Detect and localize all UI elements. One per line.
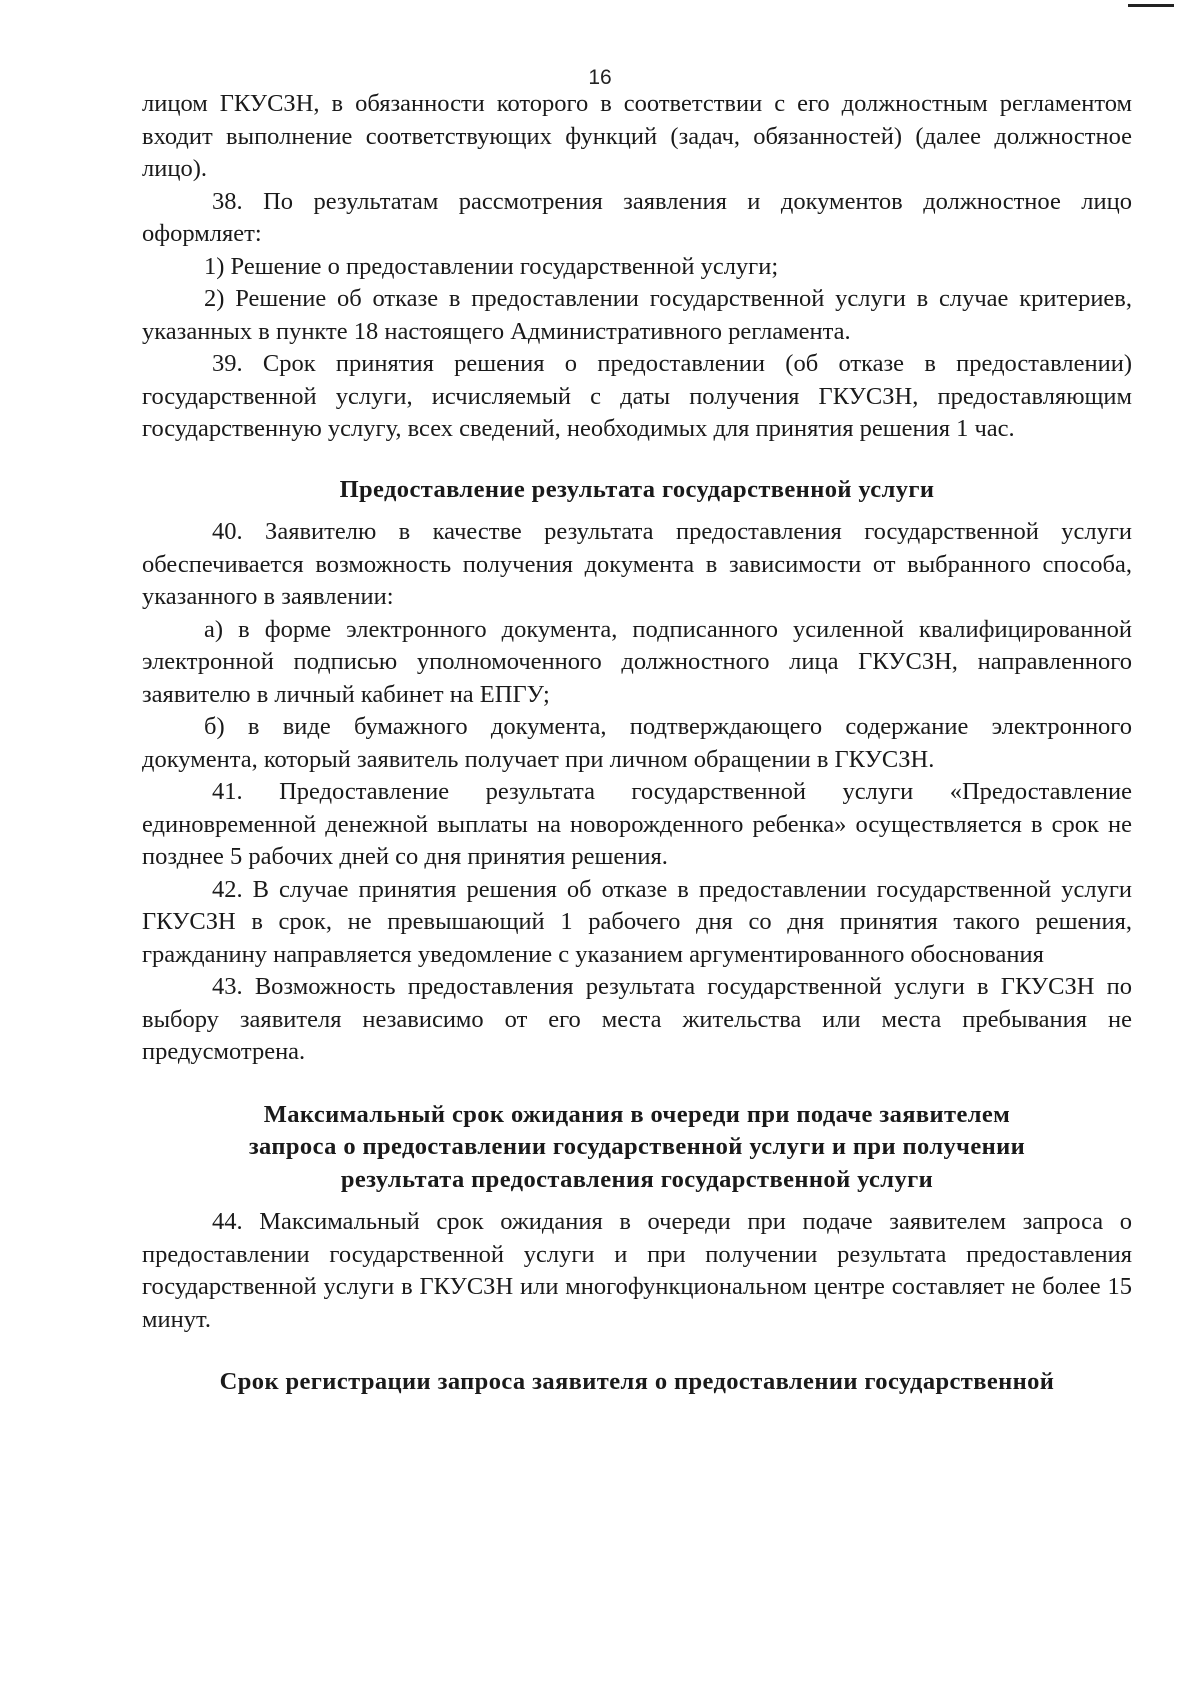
paragraph-continuation: лицом ГКУСЗН, в обязанности которого в соответствии с его должностным регламентом входит выполнение соответствующих функций (задач, обязанностей) (далее должностное лицо). bbox=[142, 90, 1132, 182]
paragraph-42: 42. В случае принятия решения об отказе в предоставлении государственной услуги ГКУСЗН в срок, не превышающий 1 рабочего дня со дня принятия такого решения, гражданину направляется уведомление с указанием аргументированного обоснования bbox=[142, 875, 1132, 968]
paragraph-38: 38. По результатам рассмотрения заявления и документов должностное лицо оформляет: bbox=[142, 187, 1132, 247]
section-heading-result: Предоставление результата государственной услуги bbox=[339, 475, 935, 503]
paragraph-40: 40. Заявителю в качестве результата предоставления государственной услуги обеспечивается возможность получения документа в зависимости от выбранного способа, указанного в заявлении: bbox=[142, 518, 1132, 610]
section-heading-wait bbox=[142, 1099, 1132, 1197]
paragraph-41: 41. Предоставление результата государственной услуги «Предоставление единовременной денежной выплаты на новорожденного ребенка» осуществляется в срок не позднее 5 рабочих дней со дня принятия решения. bbox=[142, 778, 1132, 870]
list-item-2: 2) Решение об отказе в предоставлении государственной услуги в случае критериев, указанных в пункте 18 настоящего Административного регламента. bbox=[142, 285, 1132, 345]
list-item-1: 1) Решение о предоставлении государственной услуги; bbox=[204, 252, 779, 280]
section-heading-wait-line: результата предоставления государственной услуги bbox=[340, 1165, 934, 1193]
section-heading-wait-line: запроса о предоставлении государственной услуги и при получении bbox=[248, 1133, 1026, 1160]
paragraph-39: 39. Срок принятия решения о предоставлении (об отказе в предоставлении) государственной услуги, исчисляемый с даты получения ГКУСЗН, предоставляющим государственную услугу, всех сведений, необходимых для принятия решения 1 час. bbox=[142, 350, 1132, 442]
document-body bbox=[142, 88, 1132, 1399]
list-item-a: а) в форме электронного документа, подписанного усиленной квалифицированной электронной подписью уполномоченного должностного лица ГКУСЗН, направленного заявителю в личный кабинет на ЕПГУ; bbox=[142, 615, 1132, 708]
section-heading-registration: Срок регистрации запроса заявителя о предоставлении государственной bbox=[219, 1368, 1055, 1395]
section-heading-wait-line: Максимальный срок ожидания в очереди при подаче заявителем bbox=[263, 1100, 1011, 1128]
paragraph-43: 43. Возможность предоставления результата государственной услуги в ГКУСЗН по выбору заявителя независимо от его места жительства или места пребывания не предусмотрена. bbox=[142, 973, 1132, 1065]
page-number: 16 bbox=[588, 66, 612, 89]
list-item-b: б) в виде бумажного документа, подтверждающего содержание электронного документа, который заявитель получает при личном обращении в ГКУСЗН. bbox=[142, 713, 1132, 773]
scan-mark bbox=[1128, 4, 1174, 7]
paragraph-44: 44. Максимальный срок ожидания в очереди при подаче заявителем запроса о предоставлении государственной услуги и при получении результата предоставления государственной услуги в ГКУСЗН или многофункциональном центре составляет не более 15 минут. bbox=[142, 1208, 1132, 1333]
